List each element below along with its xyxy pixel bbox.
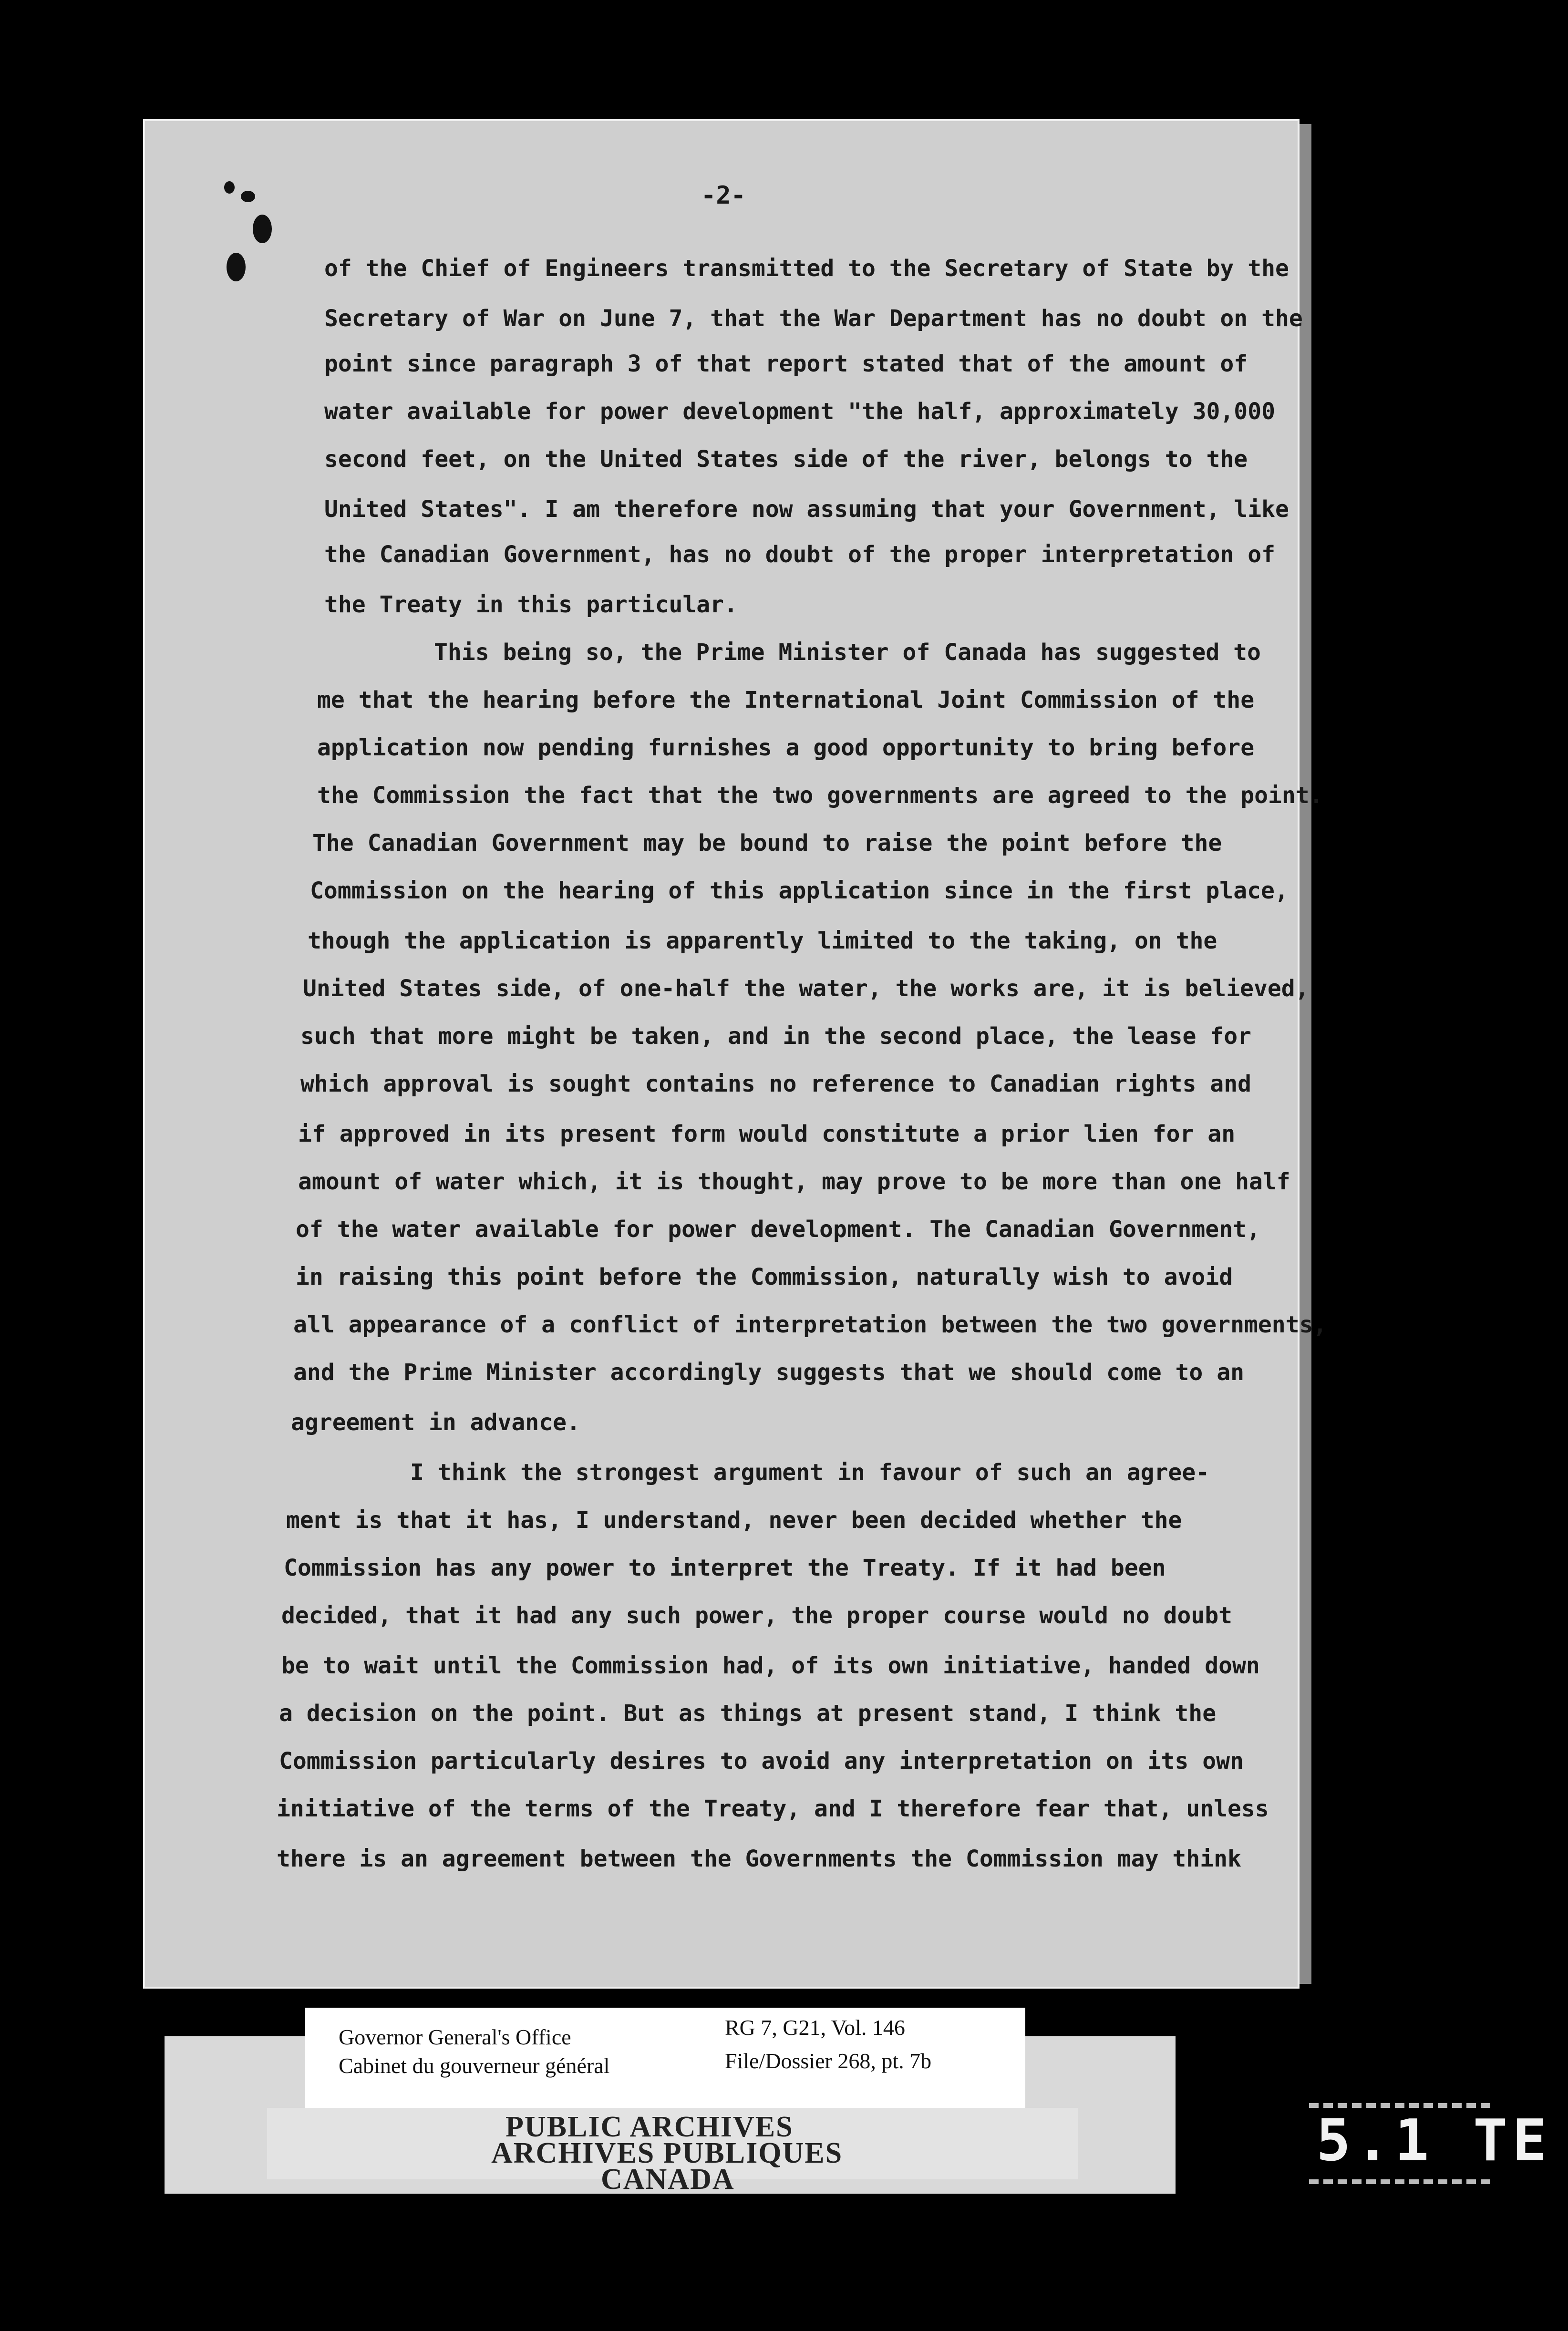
stamp-line-2: ARCHIVES PUBLIQUES [491, 2137, 843, 2169]
text-line: there is an agreement between the Governments the Commission may think [277, 1846, 1241, 1872]
text-line: Commission has any power to interpret the Treaty. If it had been [284, 1555, 1166, 1581]
text-line: decided, that it had any such power, the proper course would no doubt [281, 1602, 1232, 1629]
text-line: Commission particularly desires to avoid any interpretation on its own [279, 1748, 1244, 1774]
text-line: if approved in its present form would constitute a prior lien for an [298, 1121, 1236, 1147]
office-name-fr: Cabinet du gouverneur général [339, 2053, 610, 2078]
stamp-line-3: CANADA [601, 2163, 735, 2196]
text-line: though the application is apparently limited to the taking, on the [308, 928, 1217, 954]
text-line: me that the hearing before the International Joint Commission of the [317, 687, 1255, 713]
file-reference: File/Dossier 268, pt. 7b [725, 2049, 932, 2073]
text-line: the Commission the fact that the two governments are agreed to the point. [317, 782, 1323, 809]
text-line: Secretary of War on June 7, that the War Department has no doubt on the [324, 305, 1303, 332]
text-line: in raising this point before the Commission, naturally wish to avoid [296, 1264, 1233, 1290]
punch-hole-mark [253, 215, 272, 243]
text-line: United States". I am therefore now assuming that your Government, like [324, 496, 1289, 523]
text-line: of the Chief of Engineers transmitted to the Secretary of State by the [324, 255, 1289, 282]
text-line: agreement in advance. [291, 1409, 580, 1436]
text-line: ment is that it has, I understand, never been decided whether the [286, 1507, 1182, 1534]
text-line: initiative of the terms of the Treaty, and I therefore fear that, unless [277, 1795, 1269, 1822]
text-line: water available for power development "the half, approximately 30,000 [324, 398, 1275, 425]
office-name-en: Governor General's Office [339, 2025, 571, 2049]
text-line: The Canadian Government may be bound to raise the point before the [312, 830, 1222, 856]
text-line: the Canadian Government, has no doubt of the proper interpretation of [324, 541, 1275, 568]
stamp-line-1: PUBLIC ARCHIVES [505, 2111, 794, 2143]
text-line: application now pending furnishes a good opportunity to bring before [317, 734, 1255, 761]
text-line: be to wait until the Commission had, of its own initiative, handed down [281, 1652, 1260, 1679]
text-line: the Treaty in this particular. [324, 591, 738, 618]
punch-hole [227, 253, 246, 281]
page-number: -2- [701, 181, 746, 210]
punch-hole-mark [224, 181, 235, 194]
text-line: second feet, on the United States side of the river, belongs to the [324, 446, 1248, 473]
text-line: and the Prime Minister accordingly suggests that we should come to an [293, 1359, 1244, 1386]
punch-hole-mark [241, 191, 255, 202]
record-group-reference: RG 7, G21, Vol. 146 [725, 2015, 905, 2040]
text-line: point since paragraph 3 of that report stated that of the amount of [324, 351, 1248, 377]
text-line: I think the strongest argument in favour of such an agree- [410, 1459, 1210, 1486]
text-line: United States side, of one-half the water, the works are, it is believed, [303, 975, 1309, 1002]
text-line: This being so, the Prime Minister of Canada has suggested to [434, 639, 1261, 666]
text-line: amount of water which, it is thought, may prove to be more than one half [298, 1168, 1290, 1195]
text-line: a decision on the point. But as things at present stand, I think the [279, 1700, 1217, 1727]
text-line: which approval is sought contains no reference to Canadian rights and [300, 1071, 1251, 1097]
frame-counter: 5.1 TE [1316, 2108, 1552, 2174]
text-line: all appearance of a conflict of interpretation between the two governments, [293, 1311, 1327, 1338]
text-line: of the water available for power development. The Canadian Government, [296, 1216, 1260, 1243]
text-line: Commission on the hearing of this application since in the first place, [310, 877, 1289, 904]
text-line: such that more might be taken, and in the second place, the lease for [300, 1023, 1251, 1050]
